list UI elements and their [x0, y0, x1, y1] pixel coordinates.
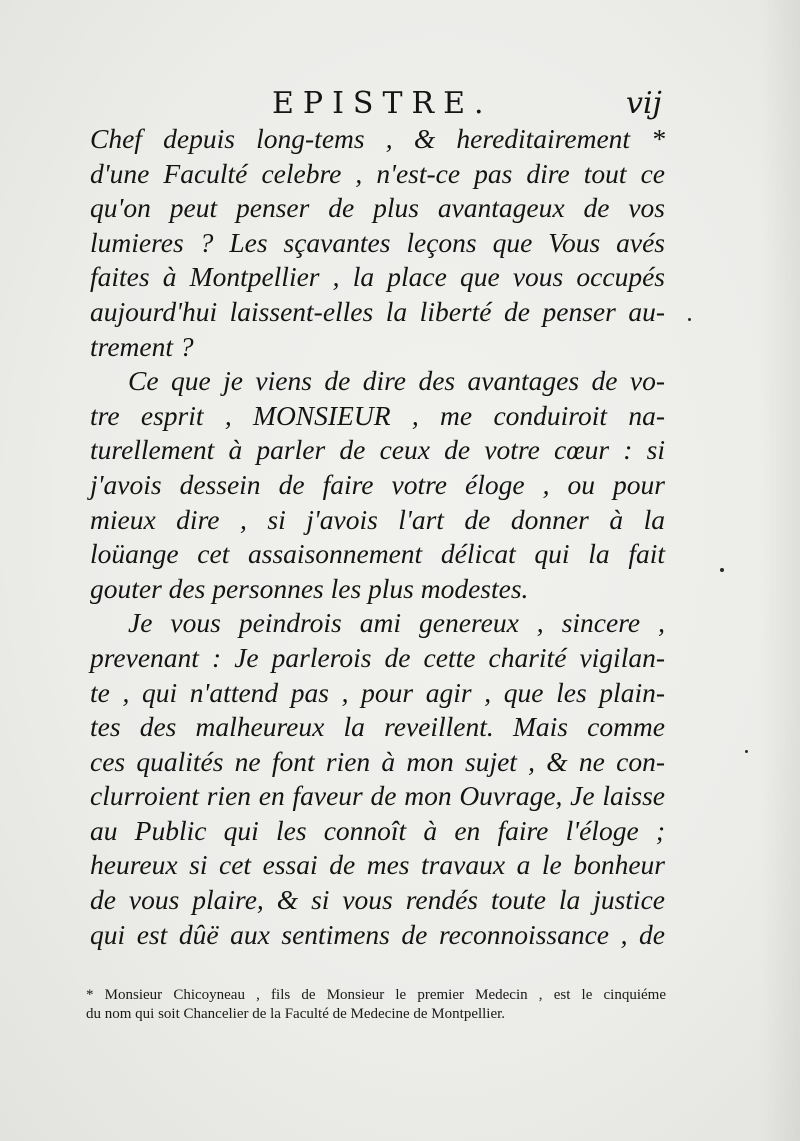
- text-line: qu'on peut penser de plus avantageux de vos: [90, 192, 665, 224]
- text-line: au Public qui les connoît à en faire l'éloge ;: [90, 814, 665, 846]
- text-line: te , qui n'attend pas , pour agir , que les plain-: [90, 676, 665, 708]
- footnote: [86, 986, 666, 1024]
- footnote-line: * Monsieur Chicoyneau , fils de Monsieur le premier Medecin , est le cinquiéme: [86, 987, 666, 1003]
- text-line: qui est dûë aux sentimens de reconnoissance , de: [90, 918, 665, 950]
- text-line: ces qualités ne font rien à mon sujet , & ne con-: [90, 745, 665, 777]
- footnote-line: du nom qui soit Chancelier de la Faculté de Medecine de Montpellier.: [86, 1006, 506, 1022]
- text-line: tes des malheureux la reveillent. Mais comme: [90, 711, 665, 743]
- text-line: faites à Montpellier , la place que vous occupés: [90, 261, 665, 293]
- page-edge-shadow: [760, 0, 800, 1141]
- page-header: [0, 82, 800, 126]
- text-line: mieux dire , si j'avois l'art de donner à la: [90, 503, 665, 535]
- text-line: Ce que je viens de dire des avantages de vo-: [128, 365, 665, 397]
- page-number: vij: [626, 86, 662, 121]
- text-line: tre esprit , MONSIEUR , me conduiroit na-: [90, 399, 665, 431]
- text-line: Chef depuis long-tems , & hereditairement *: [90, 123, 665, 154]
- text-line: Je vous peindrois ami genereux , sincere ,: [128, 607, 665, 639]
- text-line: turellement à parler de ceux de votre cœur : si: [90, 434, 665, 466]
- text-line: aujourd'hui laissent-elles la liberté de penser au-: [90, 295, 665, 327]
- running-title: EPISTRE.: [272, 86, 493, 121]
- text-line: d'une Faculté celebre , n'est-ce pas dire tout ce: [90, 157, 665, 189]
- text-line: heureux si cet essai de mes travaux a le bonheur: [90, 849, 665, 881]
- paper-speck: [745, 750, 748, 753]
- text-line: de vous plaire, & si vous rendés toute la justice: [90, 884, 665, 916]
- text-line: trement ?: [90, 330, 194, 362]
- paper-speck: [688, 318, 691, 321]
- text-line: lumieres ? Les sçavantes leçons que Vous avés: [90, 226, 665, 258]
- text-line: prevenant : Je parlerois de cette charité vigilan-: [90, 641, 665, 673]
- text-line: clurroient rien en faveur de mon Ouvrage, Je laisse: [90, 780, 665, 812]
- paper-speck: [720, 568, 724, 572]
- text-line: j'avois dessein de faire votre éloge , ou pour: [90, 468, 665, 500]
- text-line: loüange cet assaisonnement délicat qui la fait: [90, 538, 665, 570]
- text-line: gouter des personnes les plus modestes.: [90, 572, 529, 604]
- body-text: [90, 122, 665, 952]
